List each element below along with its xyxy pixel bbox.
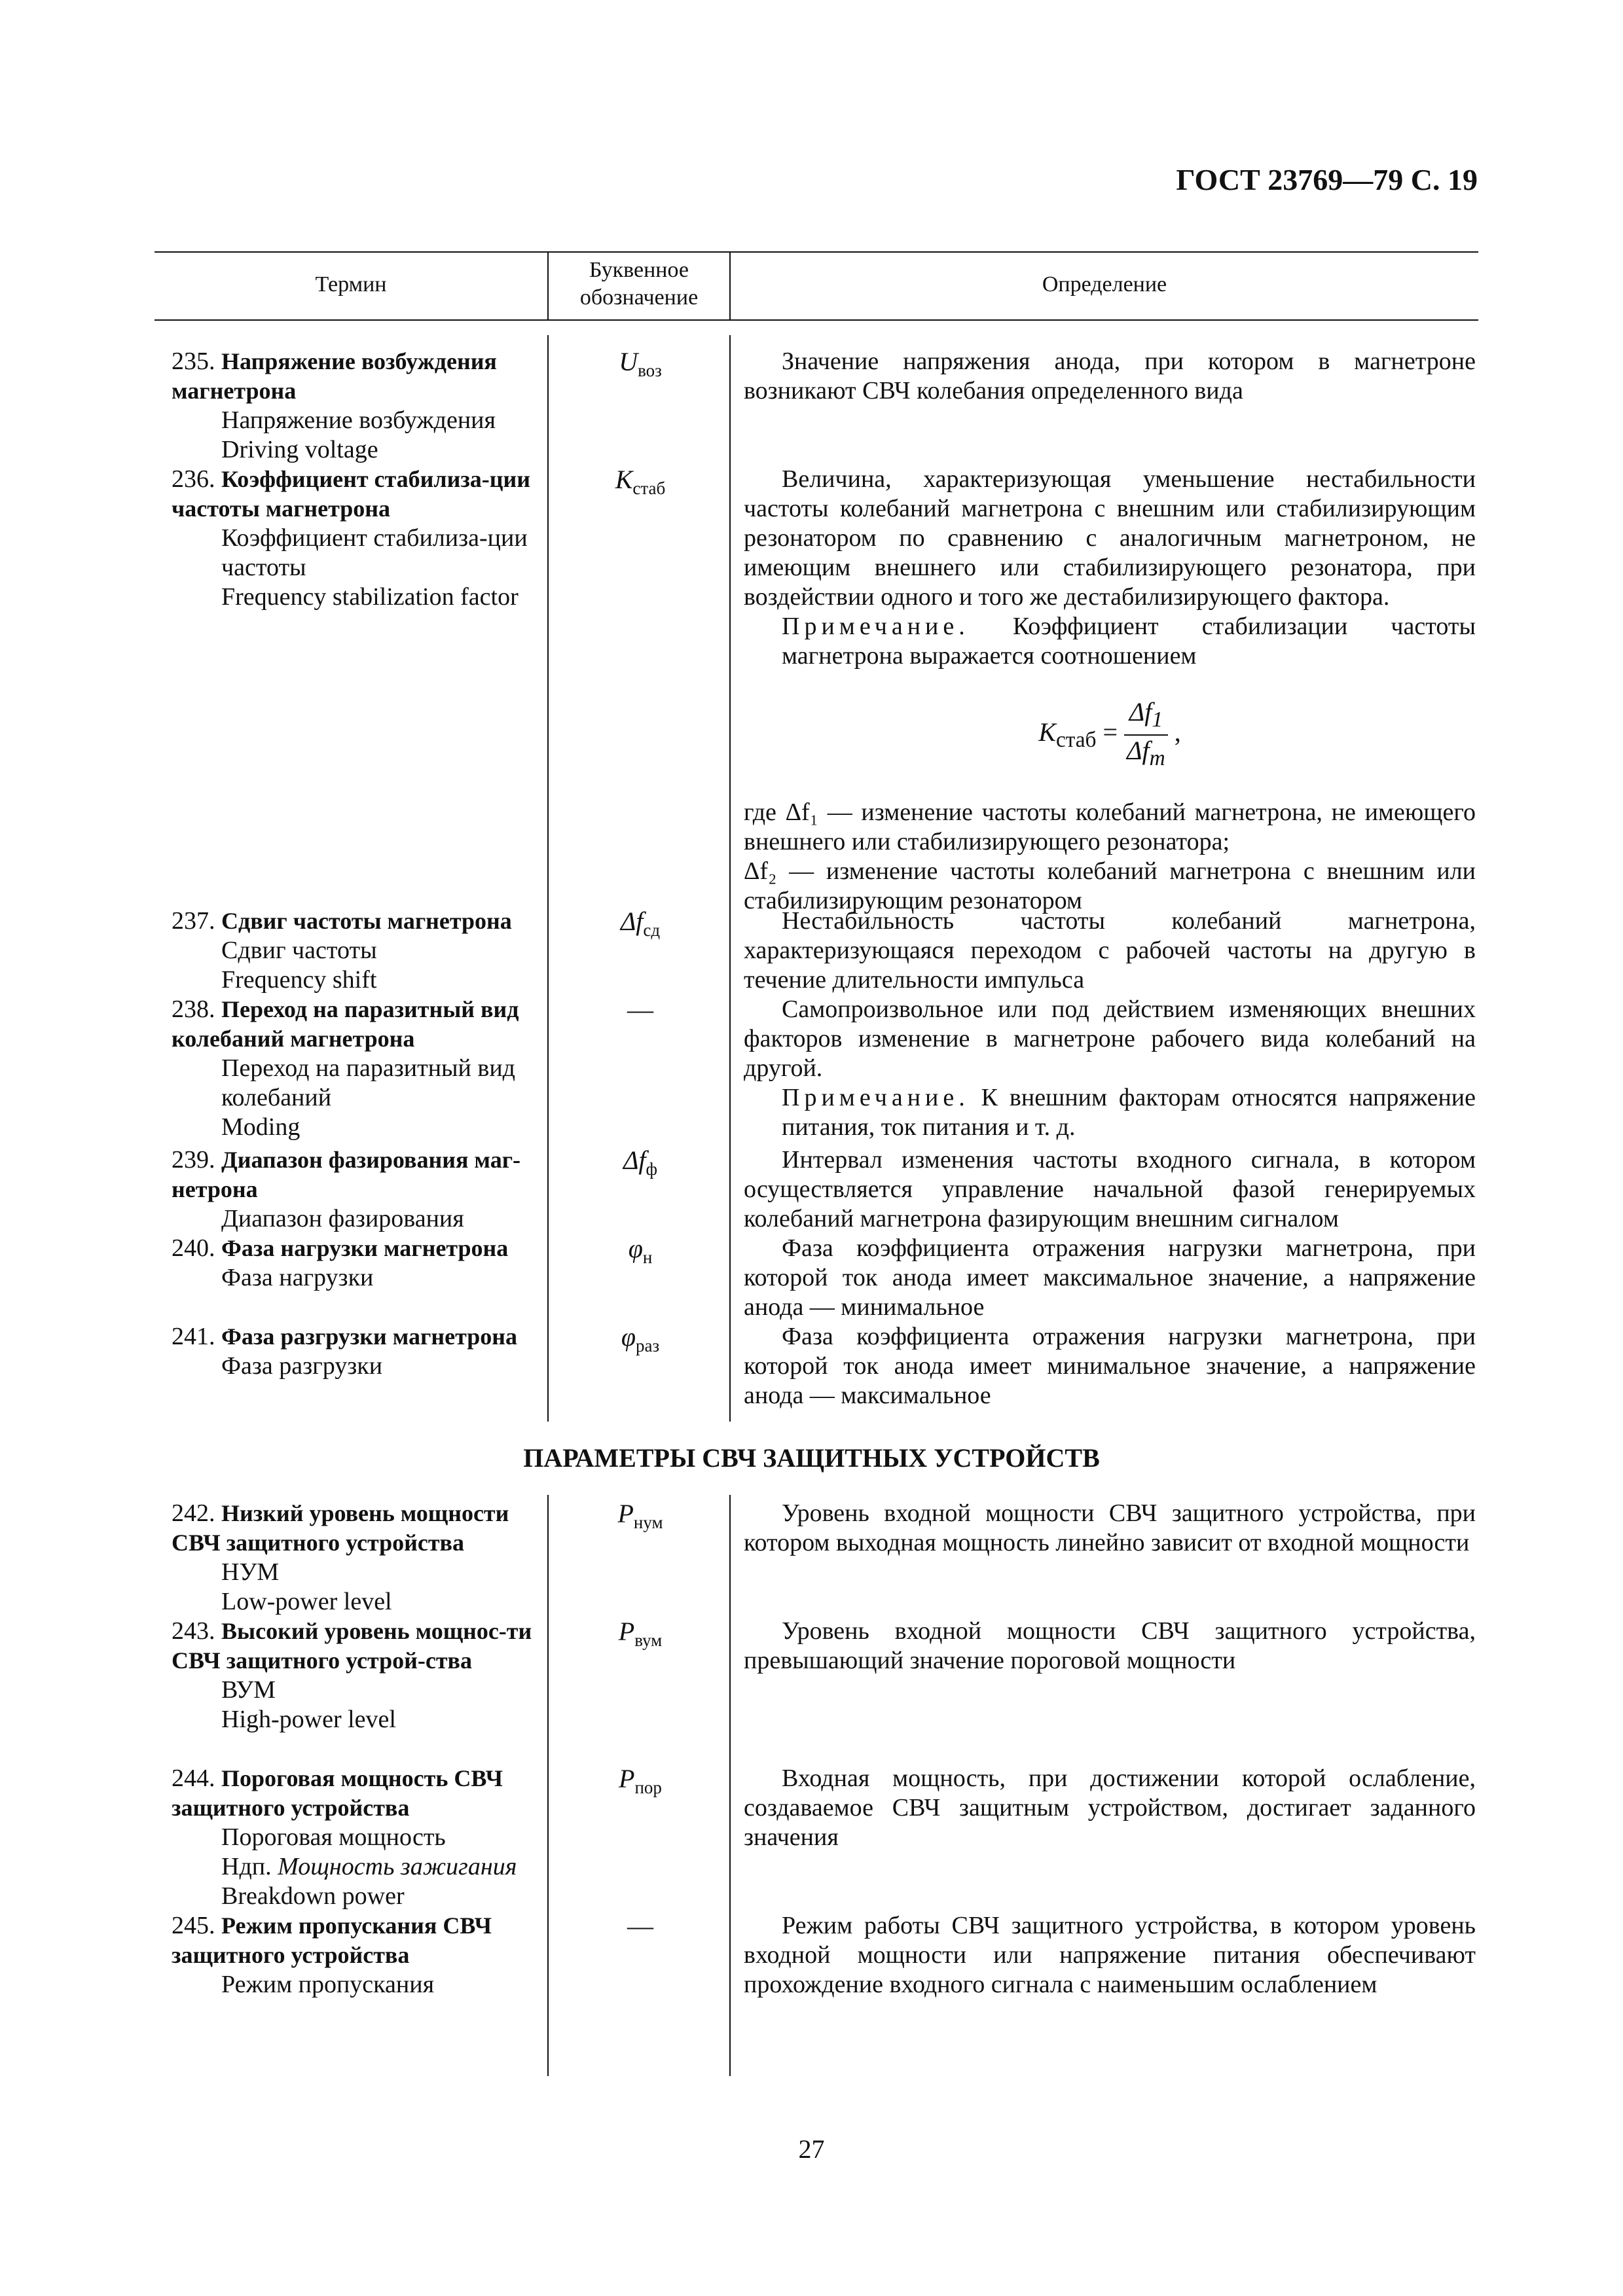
definition-236: Величина, характеризующая уменьшение нестабильности частоты колебаний магнетрона с внешним или стабилизирующим резонатором по сравнению с аналогичным магнетроном, не имеющим внешнего или стабилизирующего резонатора, при воздействии одного и того же дестабилизирующего фактора. Примечание. Коэффициент стабилизации частоты магнетрона выражается соотношением $K_{стаб}$ = $\frac{\Delta f_1}{\Delta f_т}$ , где Δf₁ — изменение частоты колебаний магнетрона, не имеющего внешнего или стабилизирующего резонатора; Δf₂ — изменение частоты колебаний магнетрона с внешним или стабилизирующим резонатором — [744, 465, 1476, 914]
term-235: 235. Напряжение возбуждения магнетрона Напряжение возбуждения Driving voltage — [172, 348, 497, 463]
symbol-238: — — [627, 995, 653, 1024]
column-header-term: Термин — [315, 272, 387, 296]
term-239: 239. Диапазон фазирования маг-нетрона Диапазон фазирования — [172, 1146, 521, 1232]
stabilization-formula: $K_{стаб}$ = $\frac{\Delta f_1}{\Delta f_т}$ , — [1038, 697, 1181, 770]
definition-245: Режим работы СВЧ защитного устройства, в котором уровень входной мощности или напряжение питания обеспечивают прохождение входного сигнала с наименьшим ослаблением — [744, 1912, 1476, 1998]
definition-235: Значение напряжения анода, при котором в магнетроне возникают СВЧ колебания определенного вида — [744, 348, 1476, 404]
definition-241: Фаза коэффициента отражения нагрузки магнетрона, при которой ток анода имеет минимальное значение, а напряжение анода — максимальное — [744, 1323, 1476, 1409]
definition-238: Самопроизвольное или под действием изменяющих внешних факторов изменение в магнетроне рабочего вида колебаний на другой. Примечание. К внешним факторам относятся напряжение питания, ток питания и т. д. — [744, 996, 1476, 1141]
term-238: 238. Переход на паразитный вид колебаний магнетрона Переход на паразитный вид колебаний Moding — [172, 996, 519, 1141]
column-divider — [547, 1495, 549, 2076]
column-divider — [729, 335, 731, 1422]
column-divider — [729, 1495, 731, 2076]
symbol-245: — — [627, 1911, 653, 1941]
definition-240: Фаза коэффициента отражения нагрузки магнетрона, при которой ток анода имеет максимальное значение, а напряжение анода — минимальное — [744, 1234, 1476, 1321]
symbol-240: $\varphi_н$ — [628, 1234, 653, 1267]
symbol-237: $\Delta f_{сд}$ — [620, 906, 661, 940]
term-245: 245. Режим пропускания СВЧ защитного устройства Режим пропускания — [172, 1912, 492, 1998]
definition-239: Интервал изменения частоты входного сигнала, в котором осуществляется управление начальной фазой генерируемых колебаний магнетрона фазирующим внешним сигналом — [744, 1146, 1476, 1232]
definition-244: Входная мощность, при достижении которой ослабление, создаваемое СВЧ защитным устройством, достигает заданного значения — [744, 1765, 1476, 1851]
symbol-239: $\Delta f_ф$ — [623, 1145, 658, 1179]
column-divider — [547, 335, 549, 1422]
definition-237: Нестабильность частоты колебаний магнетрона, характеризующаяся переходом с рабочей частоты на другую в течение длительности импульса — [744, 907, 1476, 994]
term-244: 244. Пороговая мощность СВЧ защитного устройства Пороговая мощность Ндп. Мощность зажигания Breakdown power — [172, 1765, 517, 1910]
symbol-244: $P_{пор}$ — [619, 1764, 662, 1797]
term-241: 241. Фаза разгрузки магнетрона Фаза разгрузки — [172, 1323, 517, 1380]
term-236: 236. Коэффициент стабилиза-ции частоты магнетрона Коэффициент стабилиза-ции частоты Frequency stabilization factor — [172, 465, 531, 611]
definition-243: Уровень входной мощности СВЧ защитного устройства, превышающий значение пороговой мощности — [744, 1617, 1476, 1674]
term-243: 243. Высокий уровень мощнос-ти СВЧ защитного устрой-ства ВУМ High-power level — [172, 1617, 532, 1733]
column-header-symbol: Буквенное обозначение — [579, 258, 699, 310]
term-237: 237. Сдвиг частоты магнетрона Сдвиг частоты Frequency shift — [172, 907, 512, 994]
symbol-236: $K_{стаб}$ — [615, 465, 666, 498]
table-top-rule — [155, 251, 1478, 253]
table-header-rule — [155, 319, 1478, 321]
section-title: ПАРАМЕТРЫ СВЧ ЗАЩИТНЫХ УСТРОЙСТВ — [523, 1443, 1100, 1473]
symbol-243: $P_{вум}$ — [618, 1617, 663, 1650]
term-242: 242. Низкий уровень мощности СВЧ защитного устройства НУМ Low-power level — [172, 1499, 509, 1615]
symbol-235: $U_{воз}$ — [619, 347, 662, 380]
symbol-242: $P_{нум}$ — [617, 1499, 663, 1532]
page-number: 27 — [798, 2134, 825, 2164]
column-header-definition: Определение — [1042, 272, 1167, 296]
definition-242: Уровень входной мощности СВЧ защитного устройства, при котором выходная мощность линейно зависит от входной мощности — [744, 1499, 1476, 1556]
symbol-241: $\varphi_{раз}$ — [621, 1322, 660, 1355]
term-240: 240. Фаза нагрузки магнетрона Фаза нагрузки — [172, 1234, 509, 1291]
page-header: ГОСТ 23769—79 С. 19 — [1176, 163, 1478, 196]
